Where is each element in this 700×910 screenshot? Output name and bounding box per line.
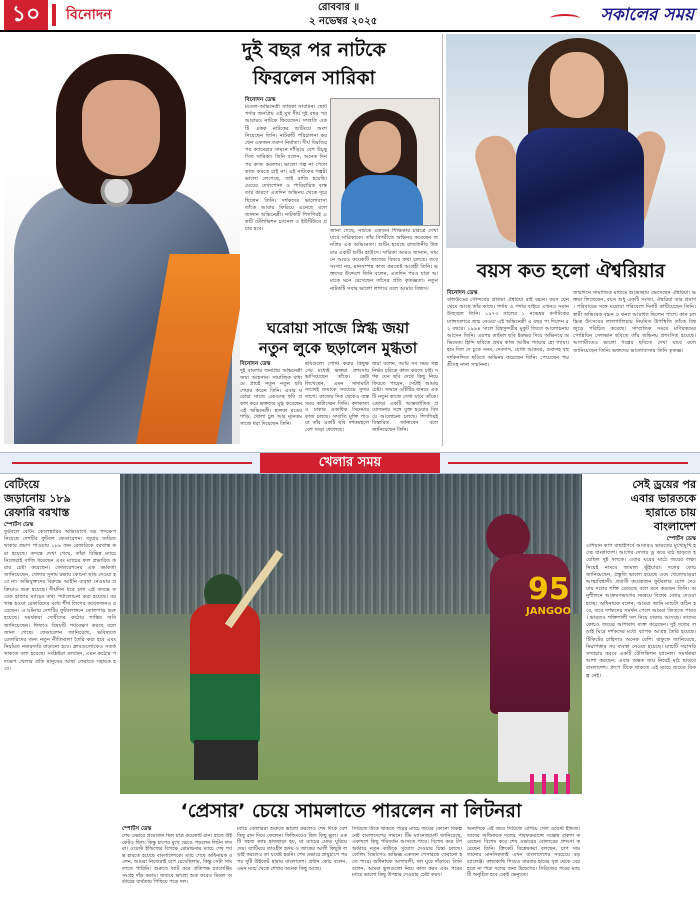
body-joya-col2: ছবিগুলো পোস্ট করার কিছুক্ষণের মধ্যেই ভক্তরা প্রশংসায় ভাসিয়েছেন তাঁকে। কেউ লিখেছেন, এমন সাদামাটা সাজেই জয়াকে সবচেয়ে সুন্দর লাগে। কাজের দিক থেকেও ব্যস্ত সময় কাটাচ্ছেন তিনি। কলকাতা ও ঢাকার একাধিক সিনেমার কাজ চলছে। সম্প্রতি মুক্তি পাওয়া তাঁর একটি ছবি দর্শকমহলে বেশ সাড়া ফেলেছে। [305,361,369,433]
headline-sarika-1: দুই বছর পর নাটকে [242,39,386,61]
newspaper-logo [544,3,694,27]
body-cricket-col3: সিরিজে টিকে থাকতে পরের ম্যাচে জয়ের কোনো বিকল্প নেই বাংলাদেশের সামনে। টিম ম্যানেজমেন্ট জানিয়েছে, একাদশে কিছু পরিবর্তন আসতে পারে। বিশেষ করে টপ অর্ডারে নতুন কাউকে সুযোগ দেওয়ার চিন্তা চলছে। বোলিং বিভাগেও অভিজ্ঞ একজন পেসারকে ফেরানো হতে পারে। অধিনায়ক আশাবাদী, দল ঘুরে দাঁড়াবে। তিনি বলেন, আমরা ভুলগুলো নিয়ে কাজ করব এবং পরের ম্যাচে ভালো কিছু উপহার দেওয়ার চেষ্টা করব। [352,826,462,879]
logo-text: সকালের সময় [600,5,694,25]
headline-football-1: সেই ড্রয়ের পর [632,478,696,491]
body-cricket-col2: ম্যাচে বোলাররা শুরুতে ভালো করলেও শেষ দিকে বেশ কিছু রান দিয়ে ফেলেন। ফিল্ডিংয়েও ছিল কিছু ভুল। একটি সহজ ক্যাচ হাতছাড়া হয়, যা ম্যাচের মোড় ঘুরিয়ে দেয়। ব্যাটিংয়ে তাওহীদ হৃদয় ও জাকের আলী কিছুটা লড়াই করলেও তা যথেষ্ট হয়নি। শেষ ওভারে স্নায়ুচাপে পরপর দুটি উইকেট হারায় বাংলাদেশ। প্রধান কোচ বলেন, এমন ম্যাচ থেকে শেখার অনেক কিছু আছে। [237,826,347,872]
jersey-name: JANGOO [526,606,572,617]
headline-football-4: বাংলাদেশ [653,520,696,533]
headline-joya-1: ঘরোয়া সাজে স্নিগ্ধ জয়া [266,319,410,337]
headline-referee-2: জড়ানোয় ১৮৯ [4,492,71,505]
photo-cricket-match [120,474,582,794]
headline-aishwarya: বয়স কত হলো ঐশ্বরিয়ার [476,260,666,282]
issue-date: ২ নভেম্বর ২০২৫ [309,16,378,27]
byline-sarika: বিনোদন ডেস্ক [245,97,276,103]
headline-referee-3: রেফারি বরখাস্ত [4,506,70,519]
logo-swirl-icon [550,14,580,23]
headline-football-3: হারাতে চায় [645,506,696,519]
body-aishwarya-col2: জন্মদিনে সামাজিক মাধ্যমে শুভেচ্ছায় ভেসেছেন ঐশ্বরিয়া। ভক্তরা লিখেছেন, বয়স শুধু একটি সংখ্যা, ঐশ্বরিয়া তার প্রমাণ। পরিবারের সঙ্গে ঘরোয়া পরিবেশে দিনটি কাটিয়েছেন তিনি। স্বামী অভিষেক বচ্চন ও কন্যা আরাধ্যা ছিলেন পাশে। কান চলচ্চিত্র উৎসবের লালগালিচায় নিয়মিত উপস্থিতি তাঁকে বিশ্বজুড়ে পরিচিত করেছে। সাম্প্রতিক সময়ে মণিরত্নমের পোন্নিয়িন সেলভান ছবিতে তাঁর অভিনয় প্রশংসিত হয়েছে। আগামীতেও ভালো গল্পের ছবিতে দেখা যাবে বলে জানিয়েছেন তিনি। ভক্তদের ভালোবাসায় তিনি কৃতজ্ঞ। [573,290,696,354]
page-number: ১০ [4,0,48,30]
sports-section-title: খেলার সময় [260,453,440,473]
headline-joya-2: নতুন লুকে ছড়ালেন মুগ্ধতা [258,339,418,357]
body-cricket-col4: অন্যদিকে এই জয়ে সিরিজে এগিয়ে গেল ওয়েস্ট ইন্ডিজ। তাদের অধিনায়ক দলের পারফরম্যান্সে সন্তোষ প্রকাশ করেছেন। বিশেষ করে শেষ ওভারের বোলারের প্রশংসা করেছেন তিনি। ক্রিকেট বিশ্লেষকরা বলছেন, চাপ সামলানোর মানসিকতাই এখন বাংলাদেশের সবচেয়ে বড় চ্যালেঞ্জ। কাছাকাছি গিয়েও বারবার হারের বৃত্ত থেকে বের হতে না পারা দলের জন্য উদ্বেগের। সিরিজের পরের ম্যাচটি অনুষ্ঠিত হবে একই ভেন্যুতে। [467,826,580,879]
byline-joya: বিনোদন ডেস্ক [240,361,271,367]
issue-day: রোববার ॥ [318,2,360,13]
headline-referee-1: বেটিংয়ে [4,478,40,491]
body-cricket-col1: শেষ ওভারে প্রয়োজন ছিল মাত্র কয়েকটি রান। হাতে উইকেটও ছিল। কিন্তু চাপের মুখে ভেঙে পড়লেন লিটন দাসরা। ওয়েস্ট ইন্ডিজের বিপক্ষে রোমাঞ্চকর ম্যাচে শেষ পর্যন্ত হারতে হয়েছে বাংলাদেশকে। ম্যাচ শেষে অধিনায়ক বলেন, আমরা নিজেরাই চাপ চেয়েছিলাম, কিন্তু সেটা সামলাতে পারিনি। শুরুতে ব্যাট করে প্রতিপক্ষ চ্যালেঞ্জিং সংগ্রহ দাঁড় করায়। জবাবে ভালো শুরু করেও মিডল অর্ডারের ব্যর্থতায় পিছিয়ে পড়ে দল। [122,833,232,886]
body-football: এশিয়ান কাপ বাছাইপর্বে আবারও ভারতের মুখোমুখি হচ্ছে বাংলাদেশ। আগের দেখায় ড্র করে মাঠ ছাড়তে হয়েছিল দুই দলকে। এবার ঘরের মাঠে জয়ের লক্ষ্য নিয়েই নামবে জামাল ভূঁইয়ারা। দলের কোচ জানিয়েছেন, প্রস্তুতি ভালো হয়েছে এবং খেলোয়াড়রা আত্মবিশ্বাসী। প্রবাসী কয়েকজন ফুটবলার যোগ দেওয়ায় দলের শক্তি বেড়েছে বলে মনে করছেন তিনি। অনুশীলনে আক্রমণভাগের সমন্বয়ে বিশেষ জোর দেওয়া হচ্ছে। অধিনায়ক বলেন, আমরা জানি ম্যাচটা কঠিন হবে, তবে দর্শকদের সমর্থন পেলে আমরা জিততে পারব। ভারতও শক্তিশালী দল নিয়ে ঢাকায় আসছে। তাদের কোচও জয়ের আশাবাদ ব্যক্ত করেছেন। দুই দলের লড়াই ঘিরে দর্শকদের মধ্যে ব্যাপক আগ্রহ তৈরি হয়েছে। টিকিটের চাহিদাও অনেক বেশি। বাফুফে জানিয়েছে, নিরাপত্তার সব ব্যবস্থা নেওয়া হয়েছে। ম্যাচটি সরাসরি সম্প্রচার করবে একটি টেলিভিশন চ্যানেল। সমর্থকরা আশা করছেন, এবার অন্তত জয় নিয়েই মাঠ ছাড়বে বাংলাদেশ। গ্রুপে টিকে থাকতে এই ম্যাচে জয়ের বিকল্প নেই। [586,543,696,679]
byline-aishwarya: বিনোদন ডেস্ক [447,290,478,296]
body-referee: ফুটবলে বেটিং কেলেঙ্কারির অভিযোগে বড় পদক্ষেপ নিয়েছে দেশটির ফুটবল ফেডারেশন। জুয়ায় জড়িত থাকার প্রমাণ পাওয়ায় ১৮৯ জন রেফারিকে বরখাস্ত করা হয়েছে। তদন্তে দেখা গেছে, তাঁরা বিভিন্ন ম্যাচে নিজেরাই বাজি ধরেছেন এবং ম্যাচের ফল প্রভাবিত করার চেষ্টা করেছেন। ফেডারেশনের এক কর্মকর্তা জানিয়েছেন, খেলার সুনাম রক্ষায় কোনো ছাড় দেওয়া হবে না। অভিযুক্তদের বিরুদ্ধে আইনি ব্যবস্থা নেওয়ার প্রক্রিয়াও শুরু হয়েছে। দীর্ঘদিন ধরে চলা এই তদন্তে কয়েক হাজার ম্যাচের তথ্য পর্যালোচনা করা হয়েছে। বরখাস্ত হওয়া রেফারিদের মধ্যে শীর্ষ লিগের কয়েকজনও রয়েছেন। এ ঘটনায় দেশটির ফুটবলাঙ্গনে তোলপাড় শুরু হয়েছে। সমর্থকরা দোষীদের কঠোর শাস্তির দাবি জানিয়েছেন। ফিফাও বিষয়টি পর্যবেক্ষণ করছে বলে জানা গেছে। ফেডারেশন জানিয়েছে, ভবিষ্যতে রেফারিদের জন্য নতুন নীতিমালা তৈরি করা হবে এবং নিয়মিত নজরদারি বাড়ানো হবে। ক্লাবগুলোকেও সতর্ক থাকতে বলা হয়েছে। সংশ্লিষ্টরা বলছেন, এমন কঠোর পদক্ষেপ খেলার প্রতি মানুষের আস্থা ফেরাতে সহায়ক হবে। [4,529,116,672]
body-aishwarya-col1: বলিউডের সৌন্দর্যের প্রতিমা ঐশ্বরিয়া রাই বচ্চন। বয়স যেন থেমে আছে তাঁর কাছে। পর্দায় ও পর্দার বাইরে এখনও সমান উজ্জ্বল তিনি। ১৯৭৩ সালের ১ নভেম্বর কর্ণাটকের ম্যাঙ্গালোরে জন্ম নেওয়া এই অভিনেত্রী এ বছর পা দিলেন ৫২ বছরে। ১৯৯৪ সালে বিশ্বসুন্দরীর মুকুট জিতে আলোচনায় আসেন তিনি। এরপর তামিল ছবি ইরুভর দিয়ে অভিনয়ে অভিষেক। হিন্দি ছবিতে প্রথম কাজ আউর প্যায়ার হো গ্যায়া। হাম দিল দে চুকে সনম, দেবদাস, যোধা আকবর, গুরুসহ বহু দর্শকনন্দিত ছবিতে অভিনয় করেছেন তিনি। পেয়েছেন পদ্মশ্রীসহ নানা সম্মাননা। [447,297,569,368]
photo-sarika-inset [330,98,440,226]
photo-aishwarya [446,34,696,248]
jersey-number: 95 [528,572,570,607]
body-joya-col3: জয়া বলেন, আমি সব সময় গল্পনির্ভর চরিত্রে কাজ করতে চাই। দর্শক যেন ছবি দেখে কিছু নিয়ে ফিরতে পারেন, সেটাই আমার চেষ্টা। সামনে ওটিটির জন্যও একটি নতুন কাজে দেখা যাবে তাঁকে। এছাড়া একটি আন্তর্জাতিক প্রযোজনার সঙ্গে যুক্ত হওয়ার বিষয়ে আলোচনা চলছে। শিগগিরই বিস্তারিত জানাবেন বলে জানিয়েছেন তিনি। [372,361,438,433]
photo-sarika [4,34,240,444]
column-divider [442,34,443,446]
body-sarika-col2: জানা গেছে, নাটকে একজন শিক্ষিকার চরিত্রে দেখা যাবে সারিকাকে। তাঁর বিপরীতে অভিনয় করেছেন জনপ্রিয় এক অভিনেতা। শুটিং হয়েছে রাজধানীর উত্তরার একটি শুটিং হাউসে। সারিকা আরও জানান, সামনে আরও কয়েকটি কাজের বিষয়ে কথা চলছে। তবে সংখ্যা নয়, মানসম্পন্ন কাজ করতেই আগ্রহী তিনি। ভক্তদের উদ্দেশে তিনি বলেন, এতদিন পরও যারা আমাকে মনে রেখেছেন তাঁদের প্রতি কৃতজ্ঞতা। নতুন নাটকটি সবার ভালো লাগবে বলে আমার বিশ্বাস। [330,228,438,292]
byline-football: স্পোর্টস ডেস্ক [666,536,696,542]
body-joya-col1: দুই বাংলার জনপ্রিয় অভিনেত্রী জয়া আহসান। সামাজিক মাধ্যমে প্রায়ই নতুন নতুন ছবি শেয়ার করেন তিনি। এবার ঘরোয়া সাজে একগুচ্ছ ছবি প্রকাশ করে ভক্তদের মুগ্ধ করেছেন এই অভিনেত্রী। হালকা রঙের শাড়ি, খোলা চুল আর ন্যূনতম সাজে ধরা দিয়েছেন তিনি। [240,368,302,427]
headline-cricket: ‘প্রেসার’ চেয়ে সামলাতে পারলেন না লিটনরা [180,800,522,822]
byline-cricket: স্পোর্টস ডেস্ক [122,826,152,832]
body-sarika-col1: মডেল-অভিনেত্রী সারিকা সাবরিন। ছোট পর্দার জনপ্রিয় এই মুখ দীর্ঘ দুই বছর পর আবারও নাটকে ফিরেছেন। সম্প্রতি একটি একক নাটকের শুটিংয়ে অংশ নিয়েছেন তিনি। নাটকটি পরিচালনা করছেন একজন তরুণ নির্মাতা। দীর্ঘ বিরতির পর ক্যামেরার সামনে দাঁড়িয়ে বেশ উচ্ছ্বসিত সারিকা। তিনি বলেন, অনেক দিন পর কাজ করলাম। ভালো গল্প না পেলে কাজ করতে চাই না। এই নাটকের গল্পটা ভালো লেগেছে, তাই রাজি হয়েছি। মেয়ের দেখাশোনা ও পারিবারিক ব্যস্ততার কারণে এতদিন অভিনয় থেকে দূরে ছিলেন তিনি। দর্শকদের ভালোবাসা তাঁকে আবার ফিরিয়ে এনেছে বলে জানান অভিনেত্রী। নাটকটি শিগগিরই একটি টেলিভিশন চ্যানেল ও ইউটিউবে প্রচার হবে। [245,104,327,233]
headline-football-2: এবার ভারতকে [630,492,696,505]
byline-referee: স্পোর্টস ডেস্ক [4,522,34,528]
section-name: বিনোদন [52,4,122,26]
masthead [0,0,700,32]
headline-sarika-2: ফিরলেন সারিকা [252,67,376,89]
sports-section-band [0,452,700,474]
